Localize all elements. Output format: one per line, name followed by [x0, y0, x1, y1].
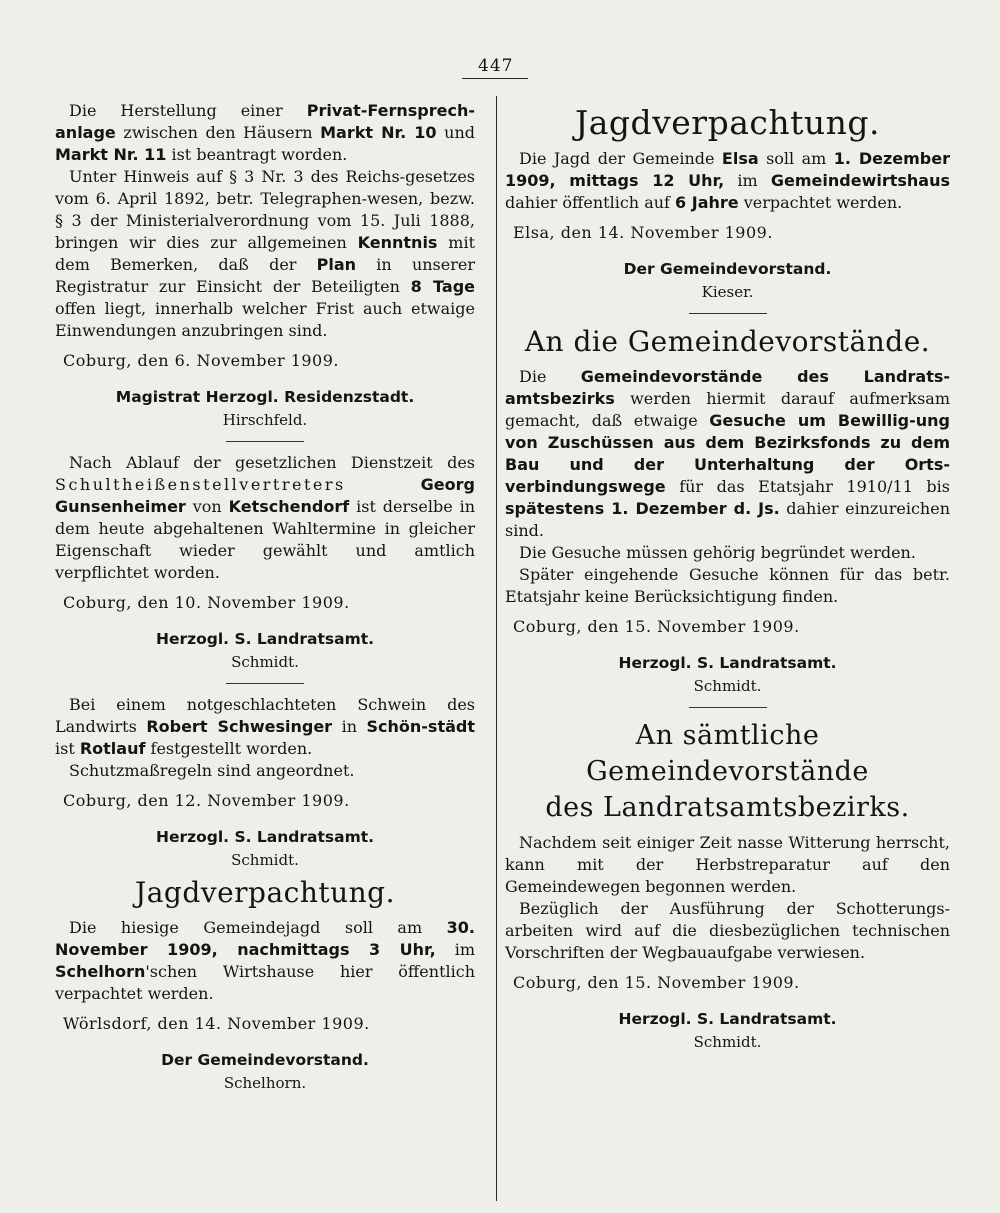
text-span: offen liegt, innerhalb welcher Frist auch etwaige Einwendungen anzubringen sind. [55, 299, 475, 340]
text-span: für das Etatsjahr 1910/11 bis [665, 477, 950, 496]
text-span: Bei einem notgeschlachteten Schwein des Landwirts [55, 695, 475, 736]
notice-hunting-lease-woerlsdorf [55, 875, 475, 1094]
notice-paragraph: Schutzmaßregeln sind angeordnet. [69, 761, 355, 780]
notice-separator [226, 683, 304, 684]
notice-title: Jagdverpachtung. [574, 103, 881, 142]
notice-paragraph [55, 917, 475, 1005]
signature-name: Kieser. [701, 283, 754, 301]
column-divider [496, 96, 497, 1201]
notice-date: Wörlsdorf, den 14. November 1909. [63, 1014, 370, 1033]
notice-title: Jagdverpachtung. [134, 876, 395, 909]
emphasis-text: Elsa [721, 149, 759, 168]
notice-paragraph [55, 694, 475, 760]
emphasis-text: Robert Schwesinger [146, 717, 333, 736]
signature-name: Schmidt. [693, 677, 762, 695]
emphasis-text: Gemeindevorstände des Landrats-amtsbezirks [505, 367, 951, 408]
signature-name: Schelhorn. [223, 1074, 307, 1092]
text-span: Unter Hinweis auf § 3 Nr. 3 des Reichs-gesetzes vom 6. April 1892, betr. Telegraphen-wesen, bezw. § 3 der Ministerialverordnung vom 15. Juli 1888, bringen wir dies zur allgemeinen [55, 167, 475, 252]
text-span: Nach Ablauf der gesetzlichen Dienstzeit des [69, 453, 475, 472]
notice-telephone-line [55, 100, 475, 431]
text-span: in [332, 717, 367, 736]
notice-separator [226, 441, 304, 442]
signature-office: Herzogl. S. Landratsamt. [618, 654, 837, 672]
text-span: in unserer Registratur zur Einsicht der Beteiligten [55, 255, 475, 296]
notice-separator [689, 313, 767, 314]
text-span: dahier öffentlich auf [505, 193, 676, 212]
signature-office: Herzogl. S. Landratsamt. [155, 828, 375, 846]
signature-office: Herzogl. S. Landratsamt. [618, 1010, 837, 1028]
text-span: festgestellt worden. [145, 739, 313, 758]
text-span: ist beantragt worden. [166, 145, 348, 164]
emphasis-text: Kenntnis [357, 233, 438, 252]
notice-separator [689, 707, 767, 708]
emphasis-text: Gemeindewirtshaus [770, 171, 950, 190]
emphasis-text: Schelhorn [55, 962, 146, 981]
notice-swine-erysipelas [55, 694, 475, 871]
notice-paragraph: Die Gesuche müssen gehörig begründet werden. [519, 543, 916, 562]
emphasis-text: 1. Dezember 1909, mittags 12 Uhr, [505, 149, 950, 190]
text-span: 'schen Wirtshause hier öffentlich verpachtet werden. [55, 962, 475, 1003]
text-span: dahier einzureichen sind. [505, 499, 951, 540]
header-rule [462, 78, 528, 79]
left-column [55, 100, 475, 1094]
emphasis-text: 30. November 1909, nachmittags 3 Uhr, [55, 918, 475, 959]
notice-paragraph: Nachdem seit einiger Zeit nasse Witterung herrscht, kann mit der Herbstreparatur auf den Gemeindewegen begonnen werden. [505, 833, 950, 896]
notice-date: Coburg, den 12. November 1909. [63, 791, 350, 810]
notice-date: Coburg, den 10. November 1909. [63, 593, 350, 612]
text-span: verpachtet werden. [738, 193, 903, 212]
text-span: ist derselbe in dem heute abgehaltenen Wahltermine in gleicher Eigenschaft wieder gewählt und amtlich verpflichtet worden. [55, 497, 475, 582]
text-span: und [436, 123, 475, 142]
text-span: zwischen den Häusern [115, 123, 321, 142]
notice-paragraph [55, 452, 475, 584]
text-span: ist [55, 739, 80, 758]
text-span: werden hiermit darauf aufmerksam gemacht, daß etwaige [505, 389, 950, 430]
signature-office: Magistrat Herzogl. Residenzstadt. [115, 388, 415, 406]
signature-name: Schmidt. [231, 653, 299, 671]
emphasis-text: Markt Nr. 10 [320, 123, 437, 142]
right-column [505, 100, 950, 1053]
notice-paragraph [505, 366, 950, 542]
emphasis-text: Privat-Fernsprech-anlage [55, 101, 475, 142]
notice-deputy-reelection [55, 452, 475, 673]
emphasis-text: Markt Nr. 11 [55, 145, 167, 164]
page-number: 447 [478, 56, 514, 76]
emphasis-text: Gesuche um Bewillig-ung von Zuschüssen aus dem Bezirksfonds zu dem Bau und der Unterhaltung der Orts-verbindungswege [505, 411, 950, 496]
text-span: Die [519, 367, 581, 386]
emphasis-text: Ketschendorf [228, 497, 350, 516]
notice-hunting-lease-elsa [505, 104, 950, 303]
notice-date: Coburg, den 15. November 1909. [513, 617, 800, 636]
spaced-text: Schultheißenstellvertreters [55, 475, 346, 494]
text-span: Die Herstellung einer [69, 101, 307, 120]
notice-paragraph: Bezüglich der Ausführung der Schotterungs-arbeiten wird auf die diesbezüglichen technischen Vorschriften der Wegbauaufgabe verwiesen. [505, 899, 950, 962]
text-span: im [724, 171, 771, 190]
text-span: Die hiesige Gemeindejagd soll am [69, 918, 447, 937]
emphasis-text: Rotlauf [79, 739, 146, 758]
emphasis-text: Georg Gunsenheimer [55, 475, 475, 516]
text-span: soll am [758, 149, 834, 168]
emphasis-text: Schön-städt [366, 717, 475, 736]
notice-paragraph [55, 166, 475, 342]
notice-paragraph [55, 100, 475, 166]
signature-name: Schmidt. [693, 1033, 762, 1051]
text-span: von [185, 497, 229, 516]
notice-paragraph: Später eingehende Gesuche können für das betr. Etatsjahr keine Berücksichtigung finden. [505, 565, 950, 606]
emphasis-text: Plan [316, 255, 357, 274]
notice-title-line: An sämtliche Gemeindevorstände [586, 720, 869, 787]
signature-office: Der Gemeindevorstand. [161, 1051, 369, 1069]
text-span [346, 475, 421, 494]
notice-title-line: des Landratsamtsbezirks. [545, 792, 910, 823]
signature-office: Der Gemeindevorstand. [623, 260, 832, 278]
signature-name: Hirschfeld. [222, 411, 308, 429]
emphasis-text: spätestens 1. Dezember d. Js. [505, 499, 780, 518]
text-span: im [435, 940, 476, 959]
notice-road-repairs [505, 718, 950, 1053]
notice-date: Coburg, den 6. November 1909. [63, 351, 339, 370]
signature-office: Herzogl. S. Landratsamt. [155, 630, 375, 648]
notice-paragraph [505, 148, 950, 214]
notice-title [505, 718, 950, 826]
notice-municipal-grants [505, 324, 950, 697]
notice-date: Elsa, den 14. November 1909. [513, 223, 773, 242]
emphasis-text: 8 Tage [410, 277, 475, 296]
notice-title: An die Gemeindevorstände. [524, 325, 931, 358]
signature-name: Schmidt. [231, 851, 299, 869]
text-span: Die Jagd der Gemeinde [519, 149, 722, 168]
notice-date: Coburg, den 15. November 1909. [513, 973, 800, 992]
text-span: mit dem Bemerken, daß der [55, 233, 475, 274]
emphasis-text: 6 Jahre [675, 193, 739, 212]
